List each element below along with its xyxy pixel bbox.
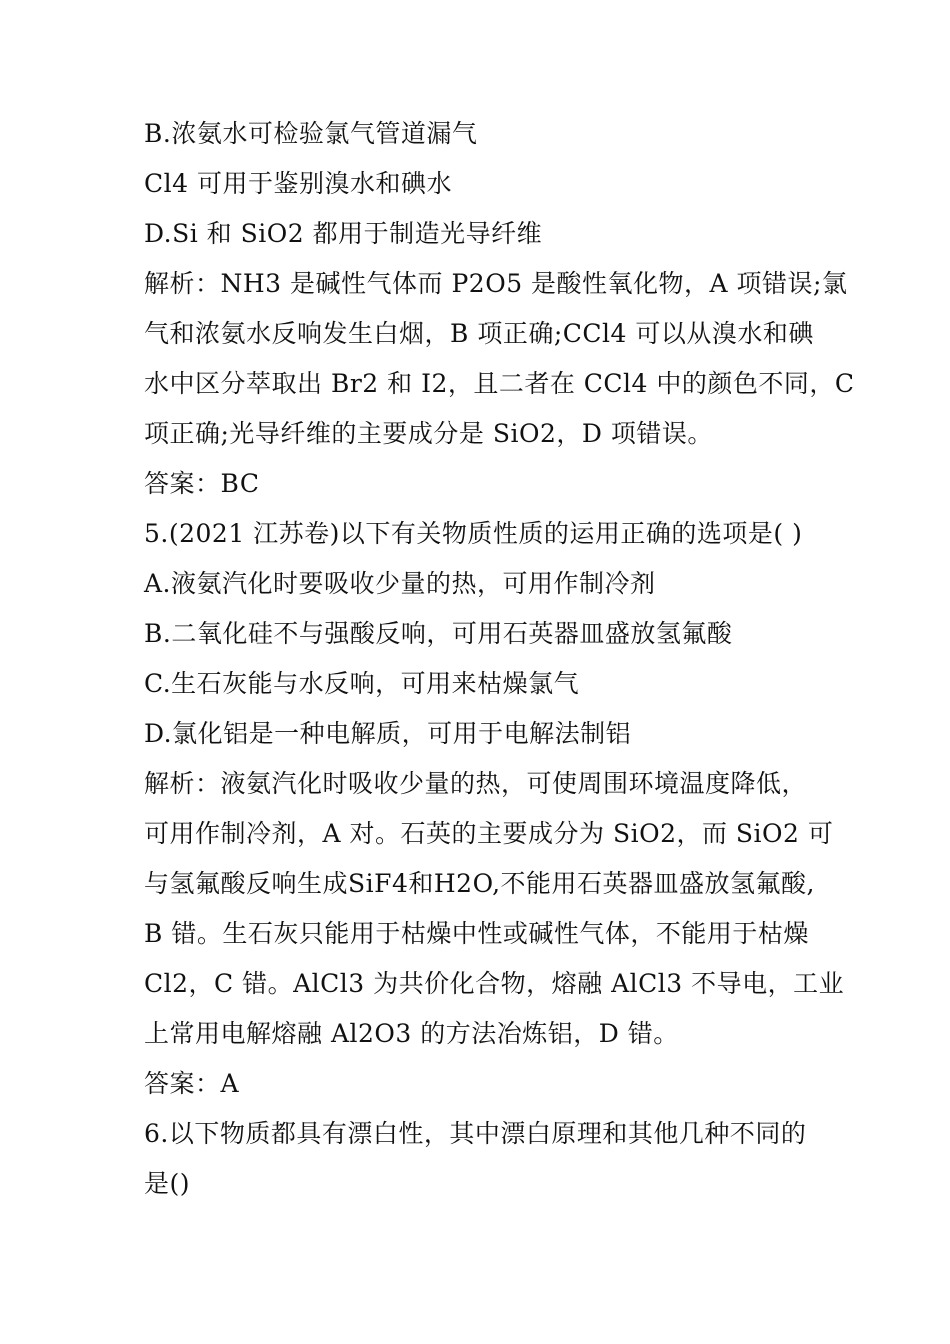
option-d-line: D.Si 和 SiO2 都用于制造光导纤维 xyxy=(144,219,543,248)
q5-answer-line: 答案：A xyxy=(144,1069,240,1098)
q5-analysis-line-5: Cl2，C 错。AlCl3 为共价化合物，熔融 AlCl3 不导电，工业 xyxy=(144,969,845,998)
q5-option-d: D.氯化铝是一种电解质，可用于电解法制铝 xyxy=(144,719,632,748)
q5-analysis-line-2: 可用作制冷剂，A 对。石英的主要成分为 SiO2，而 SiO2 可 xyxy=(144,819,834,848)
q5-analysis-line-3: 与氢氟酸反响生成SiF4和H2O,不能用石英器皿盛放氢氟酸, xyxy=(144,869,816,898)
q5-option-b: B.二氧化硅不与强酸反响，可用石英器皿盛放氢氟酸 xyxy=(144,619,733,648)
question-6-title-cont: 是() xyxy=(144,1169,191,1198)
question-6-title: 6.以下物质都具有漂白性，其中漂白原理和其他几种不同的 xyxy=(144,1119,807,1148)
analysis-line-1: 解析：NH3 是碱性气体而 P2O5 是酸性氧化物，A 项错误;氯 xyxy=(144,269,848,298)
q5-option-a: A.液氨汽化时要吸收少量的热，可用作制冷剂 xyxy=(144,569,656,598)
q5-analysis-line-6: 上常用电解熔融 Al2O3 的方法冶炼铝，D 错。 xyxy=(144,1019,679,1048)
q5-analysis-line-4: B 错。生石灰只能用于枯燥中性或碱性气体，不能用于枯燥 xyxy=(144,919,809,948)
analysis-line-3: 水中区分萃取出 Br2 和 I2，且二者在 CCl4 中的颜色不同，C xyxy=(144,369,855,398)
option-c-line: Cl4 可用于鉴别溴水和碘水 xyxy=(144,169,452,198)
option-b-line: B.浓氨水可检验氯气管道漏气 xyxy=(144,119,478,148)
answer-line: 答案：BC xyxy=(144,469,260,498)
q5-option-c: C.生石灰能与水反响，可用来枯燥氯气 xyxy=(144,669,580,698)
q5-analysis-line-1: 解析：液氨汽化时吸收少量的热，可使周围环境温度降低， xyxy=(144,769,808,798)
analysis-line-2: 气和浓氨水反响发生白烟，B 项正确;CCl4 可以从溴水和碘 xyxy=(144,319,814,348)
question-5-title: 5.(2021 江苏卷)以下有关物质性质的运用正确的选项是( ) xyxy=(144,519,803,548)
analysis-line-4: 项正确;光导纤维的主要成分是 SiO2，D 项错误。 xyxy=(144,419,713,448)
